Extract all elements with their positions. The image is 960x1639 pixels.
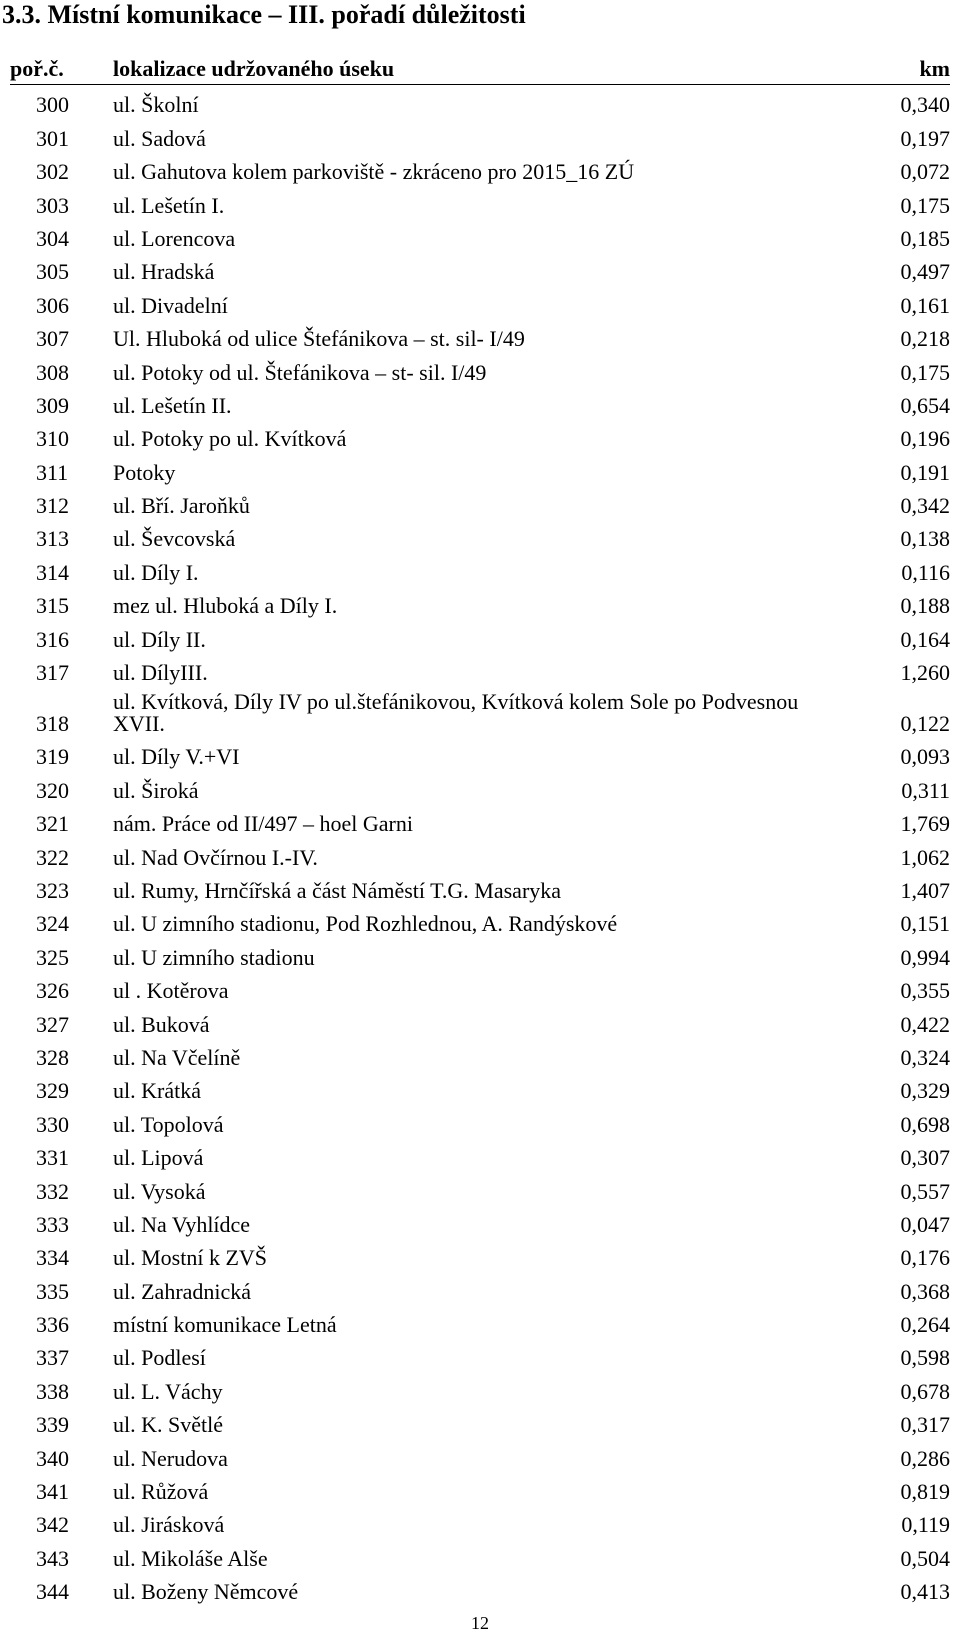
table-header [10,54,950,85]
row-location: ul. Na Vyhlídce [113,1211,251,1237]
table-row [10,1073,950,1106]
row-km: 0,175 [900,359,950,385]
table-row [10,621,950,654]
header-number: poř.č. [10,56,64,81]
table-row [10,254,950,287]
row-location: ul. Ševcovská [113,526,236,552]
row-km: 0,185 [900,225,950,251]
row-location: ul. Školní [113,92,199,118]
row-location: ul. K. Světlé [113,1412,223,1438]
row-number: 328 [36,1044,69,1070]
row-number: 308 [36,359,69,385]
row-km: 1,062 [900,844,950,870]
row-km: 0,286 [900,1445,950,1471]
row-location: ul. Lorencova [113,225,236,251]
table-row [10,1340,950,1373]
table-row [10,739,950,772]
row-km: 0,324 [900,1044,950,1070]
table-row [10,488,950,521]
row-km: 0,264 [900,1312,950,1338]
row-km: 1,407 [900,877,950,903]
row-number: 332 [36,1178,69,1204]
row-location: ul. Nad Ovčírnou I.-IV. [113,844,318,870]
row-location: ul. Sadová [113,125,206,151]
row-km: 0,497 [900,259,950,285]
row-number: 340 [36,1445,69,1471]
row-number: 316 [36,626,69,652]
row-km: 0,340 [900,92,950,118]
row-location: ul. Rumy, Hrnčířská a část Náměstí T.G. Masaryka [113,877,562,903]
row-number: 323 [36,877,69,903]
table-row [10,1040,950,1073]
row-km: 0,197 [900,125,950,151]
page-number: 12 [471,1613,489,1633]
row-number: 304 [36,225,69,251]
row-location: nám. Práce od II/497 – hoel Garni [113,811,413,837]
table-row [10,1440,950,1473]
table-row [10,1140,950,1173]
row-km: 0,557 [900,1178,950,1204]
row-km: 0,504 [900,1545,950,1571]
row-number: 339 [36,1412,69,1438]
table-row [10,354,950,387]
row-number: 313 [36,526,69,552]
row-location: ul. Široká [113,777,199,803]
table-row [10,454,950,487]
row-number: 336 [36,1312,69,1338]
row-location: ul. Potoky od ul. Štefánikova – st- sil. I/49 [113,359,487,385]
table-body [10,87,950,1607]
row-number: 325 [36,944,69,970]
row-number: 343 [36,1545,69,1571]
table-row [10,1373,950,1406]
row-km: 0,122 [900,711,950,737]
row-location: ul. DílyIII. [113,660,208,686]
row-location: ul. Zahradnická [113,1278,252,1304]
row-km: 1,769 [900,811,950,837]
row-number: 321 [36,811,69,837]
row-km: 0,368 [900,1278,950,1304]
row-location: ul. U zimního stadionu [113,944,315,970]
row-location: ul. Hradská [113,259,215,285]
row-location: ul. Mostní k ZVŠ [113,1245,268,1271]
table-row [10,554,950,587]
row-number: 305 [36,259,69,285]
row-km: 0,176 [900,1245,950,1271]
row-location: Ul. Hluboká od ulice Štefánikova – st. sil- I/49 [113,326,525,352]
table-row [10,187,950,220]
row-km: 0,093 [900,744,950,770]
row-km: 0,175 [900,192,950,218]
row-location: ul. L. Váchy [113,1378,223,1404]
row-location: místní komunikace Letná [113,1312,337,1338]
row-number: 301 [36,125,69,151]
row-number: 337 [36,1345,69,1371]
table-row [10,521,950,554]
header-location: lokalizace udržovaného úseku [113,56,395,81]
row-location: ul. Divadelní [113,292,228,318]
table-row [10,1307,950,1340]
row-km: 0,218 [900,326,950,352]
row-location: ul. Lipová [113,1145,204,1171]
table-row [10,1574,950,1607]
table-row [10,806,950,839]
table-row [10,1407,950,1440]
table-row [10,1207,950,1240]
row-number: 314 [36,559,69,585]
row-location: ul. Díly II. [113,626,206,652]
row-location: ul. Mikoláše Alše [113,1545,268,1571]
row-number: 330 [36,1111,69,1137]
row-location: ul. Růžová [113,1479,209,1505]
page-title: 3.3. Místní komunikace – III. pořadí důležitosti [2,0,526,29]
table-row [10,388,950,421]
table-row [10,154,950,187]
table-row [10,1474,950,1507]
row-km: 0,819 [900,1479,950,1505]
row-km: 0,047 [900,1211,950,1237]
row-location: ul. Podlesí [113,1345,206,1371]
row-number: 329 [36,1078,69,1104]
row-number: 307 [36,326,69,352]
row-number: 317 [36,660,69,686]
row-location: ul. Lešetín II. [113,392,232,418]
table-row [10,655,950,688]
row-number: 300 [36,92,69,118]
table-row [10,1240,950,1273]
row-number: 312 [36,493,69,519]
row-number: 341 [36,1479,69,1505]
row-number: 342 [36,1512,69,1538]
row-number: 318 [36,711,69,737]
row-number: 319 [36,744,69,770]
row-location: ul. Buková [113,1011,210,1037]
row-km: 0,329 [900,1078,950,1104]
row-location: ul. U zimního stadionu, Pod Rozhlednou, A. Randýskové [113,911,618,937]
table-row [10,321,950,354]
row-number: 309 [36,392,69,418]
row-number: 327 [36,1011,69,1037]
row-km: 0,317 [900,1412,950,1438]
table-row [10,1173,950,1206]
row-km: 0,151 [900,911,950,937]
header-km: km [919,56,950,81]
row-km: 1,260 [900,660,950,686]
table-row [10,839,950,872]
table-row [10,421,950,454]
row-km: 0,422 [900,1011,950,1037]
row-location: ul. Bří. Jaroňků [113,493,250,519]
table-row [10,772,950,805]
table-row [10,1507,950,1540]
row-number: 338 [36,1378,69,1404]
row-location: ul. Topolová [113,1111,224,1137]
row-km: 0,191 [900,459,950,485]
table-row [10,906,950,939]
row-km: 0,598 [900,1345,950,1371]
row-km: 0,307 [900,1145,950,1171]
row-km: 0,116 [901,559,950,585]
table-row [10,588,950,621]
row-km: 0,355 [900,978,950,1004]
table-row [10,287,950,320]
row-location: Potoky [113,459,176,485]
row-location: ul. Na Včelíně [113,1044,241,1070]
row-location: ul. Vysoká [113,1178,206,1204]
row-number: 335 [36,1278,69,1304]
row-number: 324 [36,911,69,937]
row-km: 0,413 [900,1579,950,1605]
row-km: 0,196 [900,426,950,452]
row-km: 0,994 [900,944,950,970]
row-number: 320 [36,777,69,803]
row-km: 0,072 [900,159,950,185]
table-row [10,873,950,906]
row-number: 344 [36,1579,69,1605]
table-row [10,973,950,1006]
row-number: 310 [36,426,69,452]
row-number: 311 [36,459,69,485]
row-location: ul. Díly I. [113,559,199,585]
table-row [10,939,950,972]
row-km: 0,164 [900,626,950,652]
row-km: 0,654 [900,392,950,418]
row-location: ul. Boženy Němcové [113,1579,299,1605]
row-km: 0,678 [900,1378,950,1404]
row-number: 333 [36,1211,69,1237]
table-row [10,1273,950,1306]
table-row [10,120,950,153]
row-km: 0,698 [900,1111,950,1137]
table-row [10,1540,950,1573]
table-row [10,1006,950,1039]
row-location: ul . Kotěrova [113,978,229,1004]
table-row [10,221,950,254]
row-location: ul. Kvítková, Díly IV po ul.štefánikovou, Kvítková kolem Sole po Podvesnou XVII. [113,689,799,737]
row-number: 334 [36,1245,69,1271]
row-number: 303 [36,192,69,218]
row-number: 331 [36,1145,69,1171]
row-km: 0,188 [900,593,950,619]
row-location: ul. Gahutova kolem parkoviště - zkráceno pro 2015_16 ZÚ [113,159,635,185]
row-number: 306 [36,292,69,318]
row-location: ul. Nerudova [113,1445,228,1471]
row-number: 326 [36,978,69,1004]
row-km: 0,138 [900,526,950,552]
table-row [10,688,950,739]
row-km: 0,119 [901,1512,950,1538]
row-km: 0,161 [900,292,950,318]
row-km: 0,342 [900,493,950,519]
row-km: 0,311 [901,777,950,803]
row-number: 302 [36,159,69,185]
row-location: ul. Jirásková [113,1512,225,1538]
row-number: 315 [36,593,69,619]
row-location: ul. Lešetín I. [113,192,225,218]
row-number: 322 [36,844,69,870]
row-location: ul. Krátká [113,1078,201,1104]
row-location: ul. Potoky po ul. Kvítková [113,426,347,452]
table-row [10,1106,950,1139]
table-row [10,87,950,120]
row-location: ul. Díly V.+VI [113,744,240,770]
row-location: mez ul. Hluboká a Díly I. [113,593,338,619]
